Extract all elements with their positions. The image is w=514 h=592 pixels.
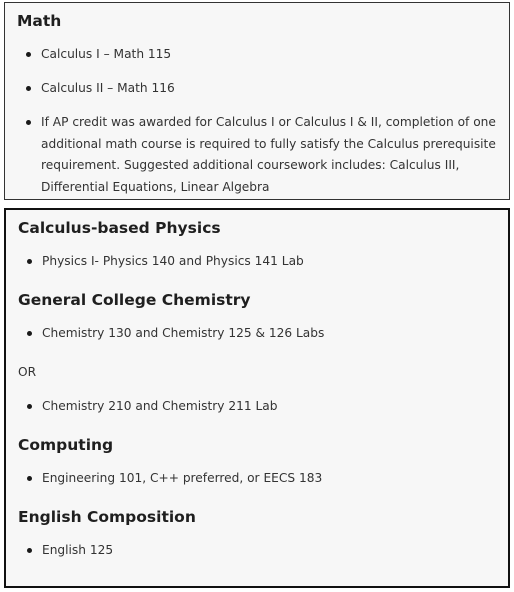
list-item bbox=[18, 540, 496, 561]
bullet-icon bbox=[27, 331, 32, 336]
list-item-text: Calculus I – Math 115 bbox=[41, 47, 172, 61]
physics-list bbox=[18, 251, 496, 272]
list-item-text: Chemistry 130 and Chemistry 125 & 126 Labs bbox=[42, 326, 325, 340]
list-item-text: Engineering 101, C++ preferred, or EECS 183 bbox=[42, 471, 323, 485]
bullet-icon bbox=[26, 120, 31, 125]
bullet-icon bbox=[27, 259, 32, 264]
or-separator: OR bbox=[18, 365, 37, 379]
bullet-icon bbox=[27, 404, 32, 409]
math-list bbox=[17, 44, 497, 198]
list-item bbox=[18, 251, 496, 272]
chemistry-list bbox=[18, 323, 496, 344]
list-item-text: Chemistry 210 and Chemistry 211 Lab bbox=[42, 399, 278, 413]
bullet-icon bbox=[26, 86, 31, 91]
list-item bbox=[17, 78, 497, 99]
list-item bbox=[17, 112, 497, 198]
bullet-icon bbox=[26, 52, 31, 57]
bullet-icon bbox=[27, 548, 32, 553]
chemistry-alt-list bbox=[18, 396, 496, 417]
english-heading: English Composition bbox=[18, 508, 196, 526]
list-item bbox=[17, 44, 497, 65]
list-item bbox=[18, 396, 496, 417]
list-item bbox=[18, 468, 496, 489]
physics-heading: Calculus-based Physics bbox=[18, 219, 221, 237]
chemistry-heading: General College Chemistry bbox=[18, 291, 251, 309]
list-item-text: English 125 bbox=[42, 543, 114, 557]
list-item-text: Calculus II – Math 116 bbox=[41, 81, 175, 95]
science-panel bbox=[4, 208, 510, 588]
list-item-text: If AP credit was awarded for Calculus I or Calculus I & II, completion of one additional math course is required to fully satisfy the Calculus prerequisite requirement. Suggested additional coursework includes: Calculus III, Differential Equations, Linear Algebra bbox=[41, 115, 496, 194]
computing-heading: Computing bbox=[18, 436, 114, 454]
bullet-icon bbox=[27, 476, 32, 481]
english-list bbox=[18, 540, 496, 561]
math-panel bbox=[4, 2, 510, 200]
list-item bbox=[18, 323, 496, 344]
list-item-text: Physics I- Physics 140 and Physics 141 Lab bbox=[42, 254, 304, 268]
math-heading: Math bbox=[17, 12, 62, 30]
computing-list bbox=[18, 468, 496, 489]
